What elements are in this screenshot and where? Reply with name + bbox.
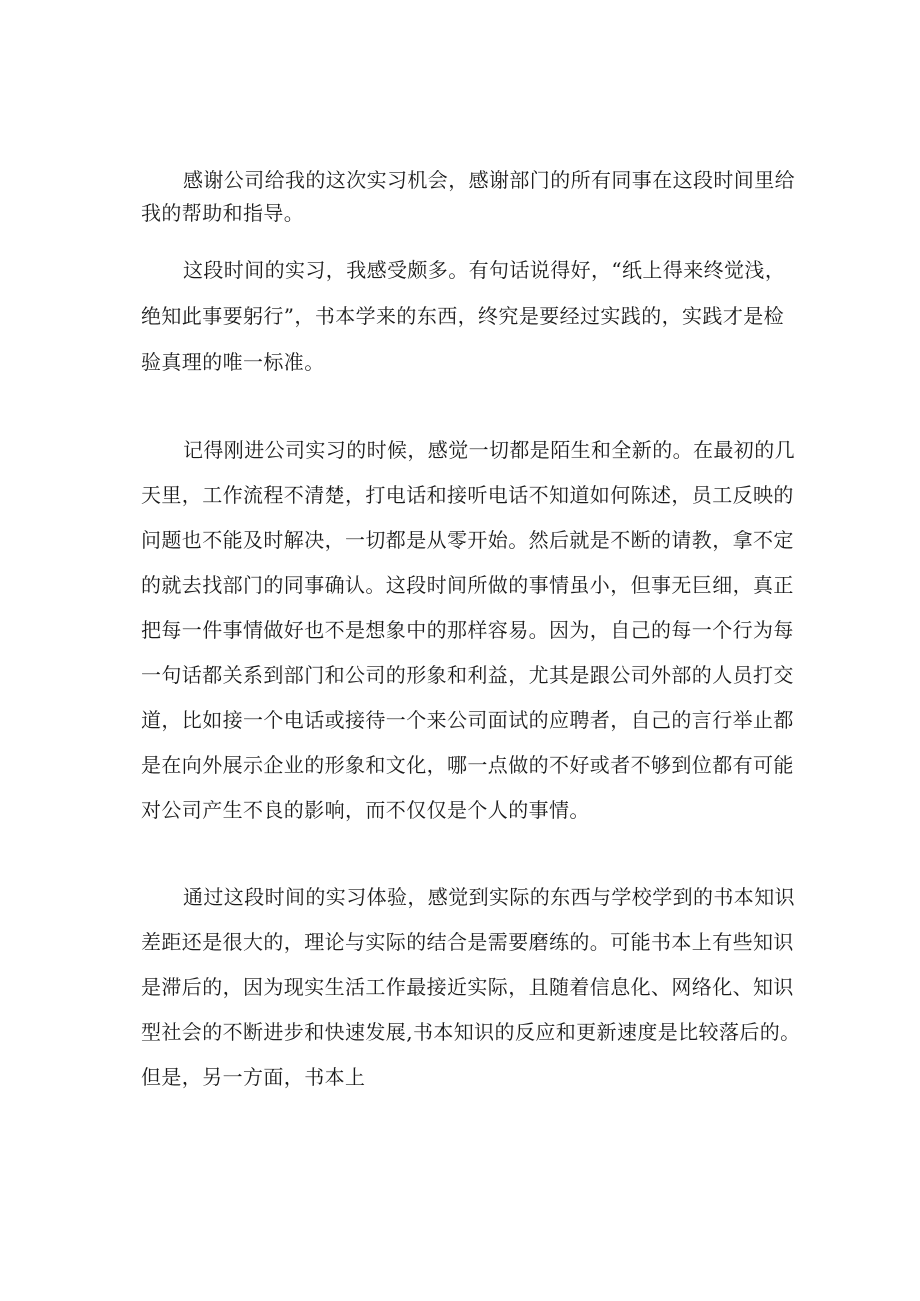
paragraph-3-line-7: 道，比如接一个电话或接待一个来公司面试的应聘者，自己的言行举止都 (141, 708, 794, 732)
paragraph-2-line-1: 这段时间的实习，我感受颇多。有句话说得好，“纸上得来终觉浅， (183, 258, 786, 282)
paragraph-3-line-6: 一句话都关系到部门和公司的形象和利益，尤其是跟公司外部的人员打交 (141, 663, 794, 687)
paragraph-4-line-1: 通过这段时间的实习体验，感觉到实际的东西与学校学到的书本知识 (183, 885, 795, 909)
paragraph-1-line-2: 我的帮助和指导。 (141, 201, 305, 225)
paragraph-2-line-3: 验真理的唯一标准。 (141, 350, 325, 374)
paragraph-3-line-9: 对公司产生不良的影响，而不仅仅是个人的事情。 (141, 798, 590, 822)
paragraph-3-line-1: 记得刚进公司实习的时候，感觉一切都是陌生和全新的。在最初的几 (183, 438, 795, 462)
paragraph-3-line-2: 天里，工作流程不清楚，打电话和接听电话不知道如何陈述，员工反映的 (141, 483, 794, 507)
paragraph-4-line-3: 是滞后的，因为现实生活工作最接近实际，且随着信息化、网络化、知识 (141, 975, 794, 999)
paragraph-3-line-4: 的就去找部门的同事确认。这段时间所做的事情虽小，但事无巨细，真正 (141, 573, 794, 597)
paragraph-3-line-3: 问题也不能及时解决，一切都是从零开始。然后就是不断的请教，拿不定 (141, 528, 794, 552)
paragraph-1-line-1: 感谢公司给我的这次实习机会，感谢部门的所有同事在这段时间里给 (183, 168, 795, 192)
paragraph-3-line-8: 是在向外展示企业的形象和文化，哪一点做的不好或者不够到位都有可能 (141, 753, 794, 777)
paragraph-4-line-5: 但是，另一方面，书本上 (141, 1065, 366, 1089)
paragraph-4-line-4: 型社会的不断进步和快速发展,书本知识的反应和更新速度是比较落后的。 (141, 1020, 801, 1044)
paragraph-3-line-5: 把每一件事情做好也不是想象中的那样容易。因为，自己的每一个行为每 (141, 618, 794, 642)
paragraph-4-line-2: 差距还是很大的，理论与实际的结合是需要磨练的。可能书本上有些知识 (141, 930, 794, 954)
paragraph-2-line-2: 绝知此事要躬行”，书本学来的东西，终究是要经过实践的，实践才是检 (141, 304, 785, 328)
